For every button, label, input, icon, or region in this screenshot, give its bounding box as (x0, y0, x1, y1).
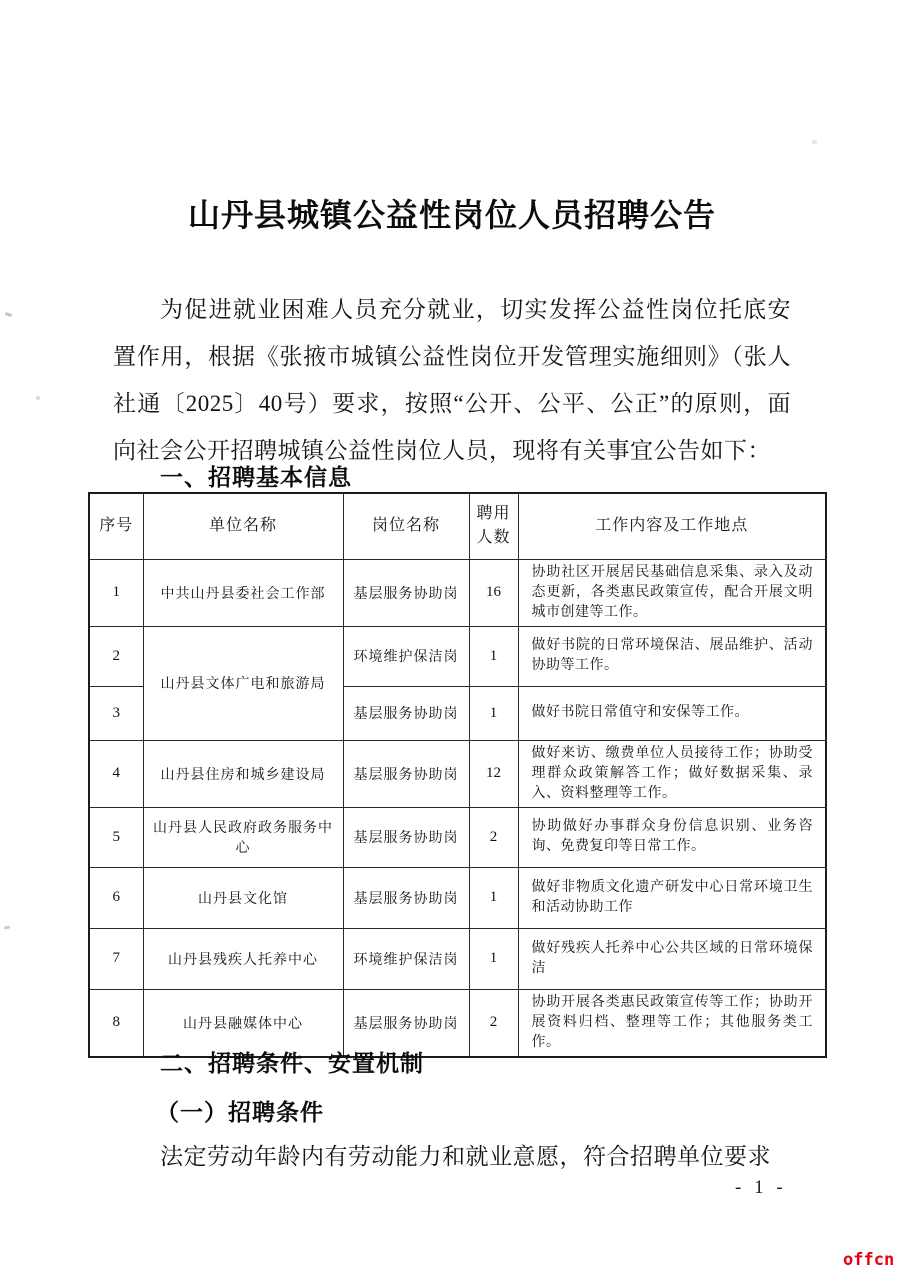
cell-unit: 山丹县住房和城乡建设局 (143, 740, 343, 807)
cell-seq: 7 (89, 928, 143, 989)
cell-seq: 3 (89, 686, 143, 740)
table-row (89, 740, 826, 807)
scan-artifact (812, 140, 817, 144)
cell-unit: 山丹县残疾人托养中心 (143, 928, 343, 989)
section-1-heading: 一、招聘基本信息 (160, 464, 352, 490)
cell-seq: 5 (89, 807, 143, 867)
header-post: 岗位名称 (343, 493, 469, 559)
scan-artifact (5, 312, 13, 317)
cell-desc: 做好非物质文化遗产研发中心日常环境卫生和活动协助工作 (518, 867, 826, 928)
cell-unit-merged: 山丹县文体广电和旅游局 (143, 626, 343, 740)
cell-post: 环境维护保洁岗 (343, 928, 469, 989)
section-2-subheading: （一）招聘条件 (156, 1100, 324, 1125)
cell-desc: 做好书院的日常环境保洁、展品维护、活动协助等工作。 (518, 626, 826, 686)
header-desc: 工作内容及工作地点 (518, 493, 826, 559)
cell-seq: 2 (89, 626, 143, 686)
cell-desc: 协助开展各类惠民政策宣传等工作；协助开展资料归档、整理等工作；其他服务类工作。 (518, 989, 826, 1057)
recruitment-table (88, 492, 827, 1058)
cell-seq: 6 (89, 867, 143, 928)
cell-desc: 做好来访、缴费单位人员接待工作；协助受理群众政策解答工作；做好数据采集、录入、资料整理等工作。 (518, 740, 826, 807)
cell-desc: 做好书院日常值守和安保等工作。 (518, 686, 826, 740)
cell-post: 基层服务协助岗 (343, 559, 469, 626)
cell-count: 1 (469, 867, 518, 928)
table-header-row (89, 493, 826, 559)
cell-post: 基层服务协助岗 (343, 867, 469, 928)
cell-unit: 山丹县文化馆 (143, 867, 343, 928)
cell-count: 1 (469, 928, 518, 989)
section-2-heading: 二、招聘条件、安置机制 (160, 1050, 424, 1076)
cell-count: 1 (469, 686, 518, 740)
cell-count: 2 (469, 807, 518, 867)
table-row (89, 867, 826, 928)
header-unit: 单位名称 (143, 493, 343, 559)
offcn-watermark: offcn (843, 1250, 895, 1270)
document-title: 山丹县城镇公益性岗位人员招聘公告 (187, 197, 716, 233)
section-2-body-line: 法定劳动年龄内有劳动能力和就业意愿，符合招聘单位要求 (160, 1144, 771, 1169)
cell-post: 环境维护保洁岗 (343, 626, 469, 686)
cell-count: 1 (469, 626, 518, 686)
scan-artifact (4, 925, 10, 929)
cell-desc: 协助社区开展居民基础信息采集、录入及动态更新，各类惠民政策宣传，配合开展文明城市创建等工作。 (518, 559, 826, 626)
cell-unit: 中共山丹县委社会工作部 (143, 559, 343, 626)
cell-count: 2 (469, 989, 518, 1057)
cell-count: 16 (469, 559, 518, 626)
intro-paragraph: 为促进就业困难人员充分就业，切实发挥公益性岗位托底安置作用，根据《张掖市城镇公益性岗位开发管理实施细则》（张人社通〔2025〕40号）要求，按照“公开、公平、公正”的原则，面向社会公开招聘城镇公益性岗位人员，现将有关事宜公告如下： (113, 297, 791, 463)
cell-seq: 1 (89, 559, 143, 626)
cell-post: 基层服务协助岗 (343, 686, 469, 740)
table-row (89, 928, 826, 989)
table-row (89, 626, 826, 686)
cell-unit: 山丹县人民政府政务服务中心 (143, 807, 343, 867)
cell-seq: 8 (89, 989, 143, 1057)
header-seq: 序号 (89, 493, 143, 559)
cell-unit: 山丹县融媒体中心 (143, 989, 343, 1057)
cell-seq: 4 (89, 740, 143, 807)
cell-post: 基层服务协助岗 (343, 989, 469, 1057)
page-number: - 1 - (735, 1177, 787, 1198)
table-row (89, 807, 826, 867)
cell-desc: 做好残疾人托养中心公共区域的日常环境保洁 (518, 928, 826, 989)
cell-post: 基层服务协助岗 (343, 740, 469, 807)
header-count: 聘用人数 (469, 493, 518, 559)
table-row (89, 559, 826, 626)
cell-desc: 协助做好办事群众身份信息识别、业务咨询、免费复印等日常工作。 (518, 807, 826, 867)
scan-artifact (36, 396, 40, 400)
cell-post: 基层服务协助岗 (343, 807, 469, 867)
cell-count: 12 (469, 740, 518, 807)
